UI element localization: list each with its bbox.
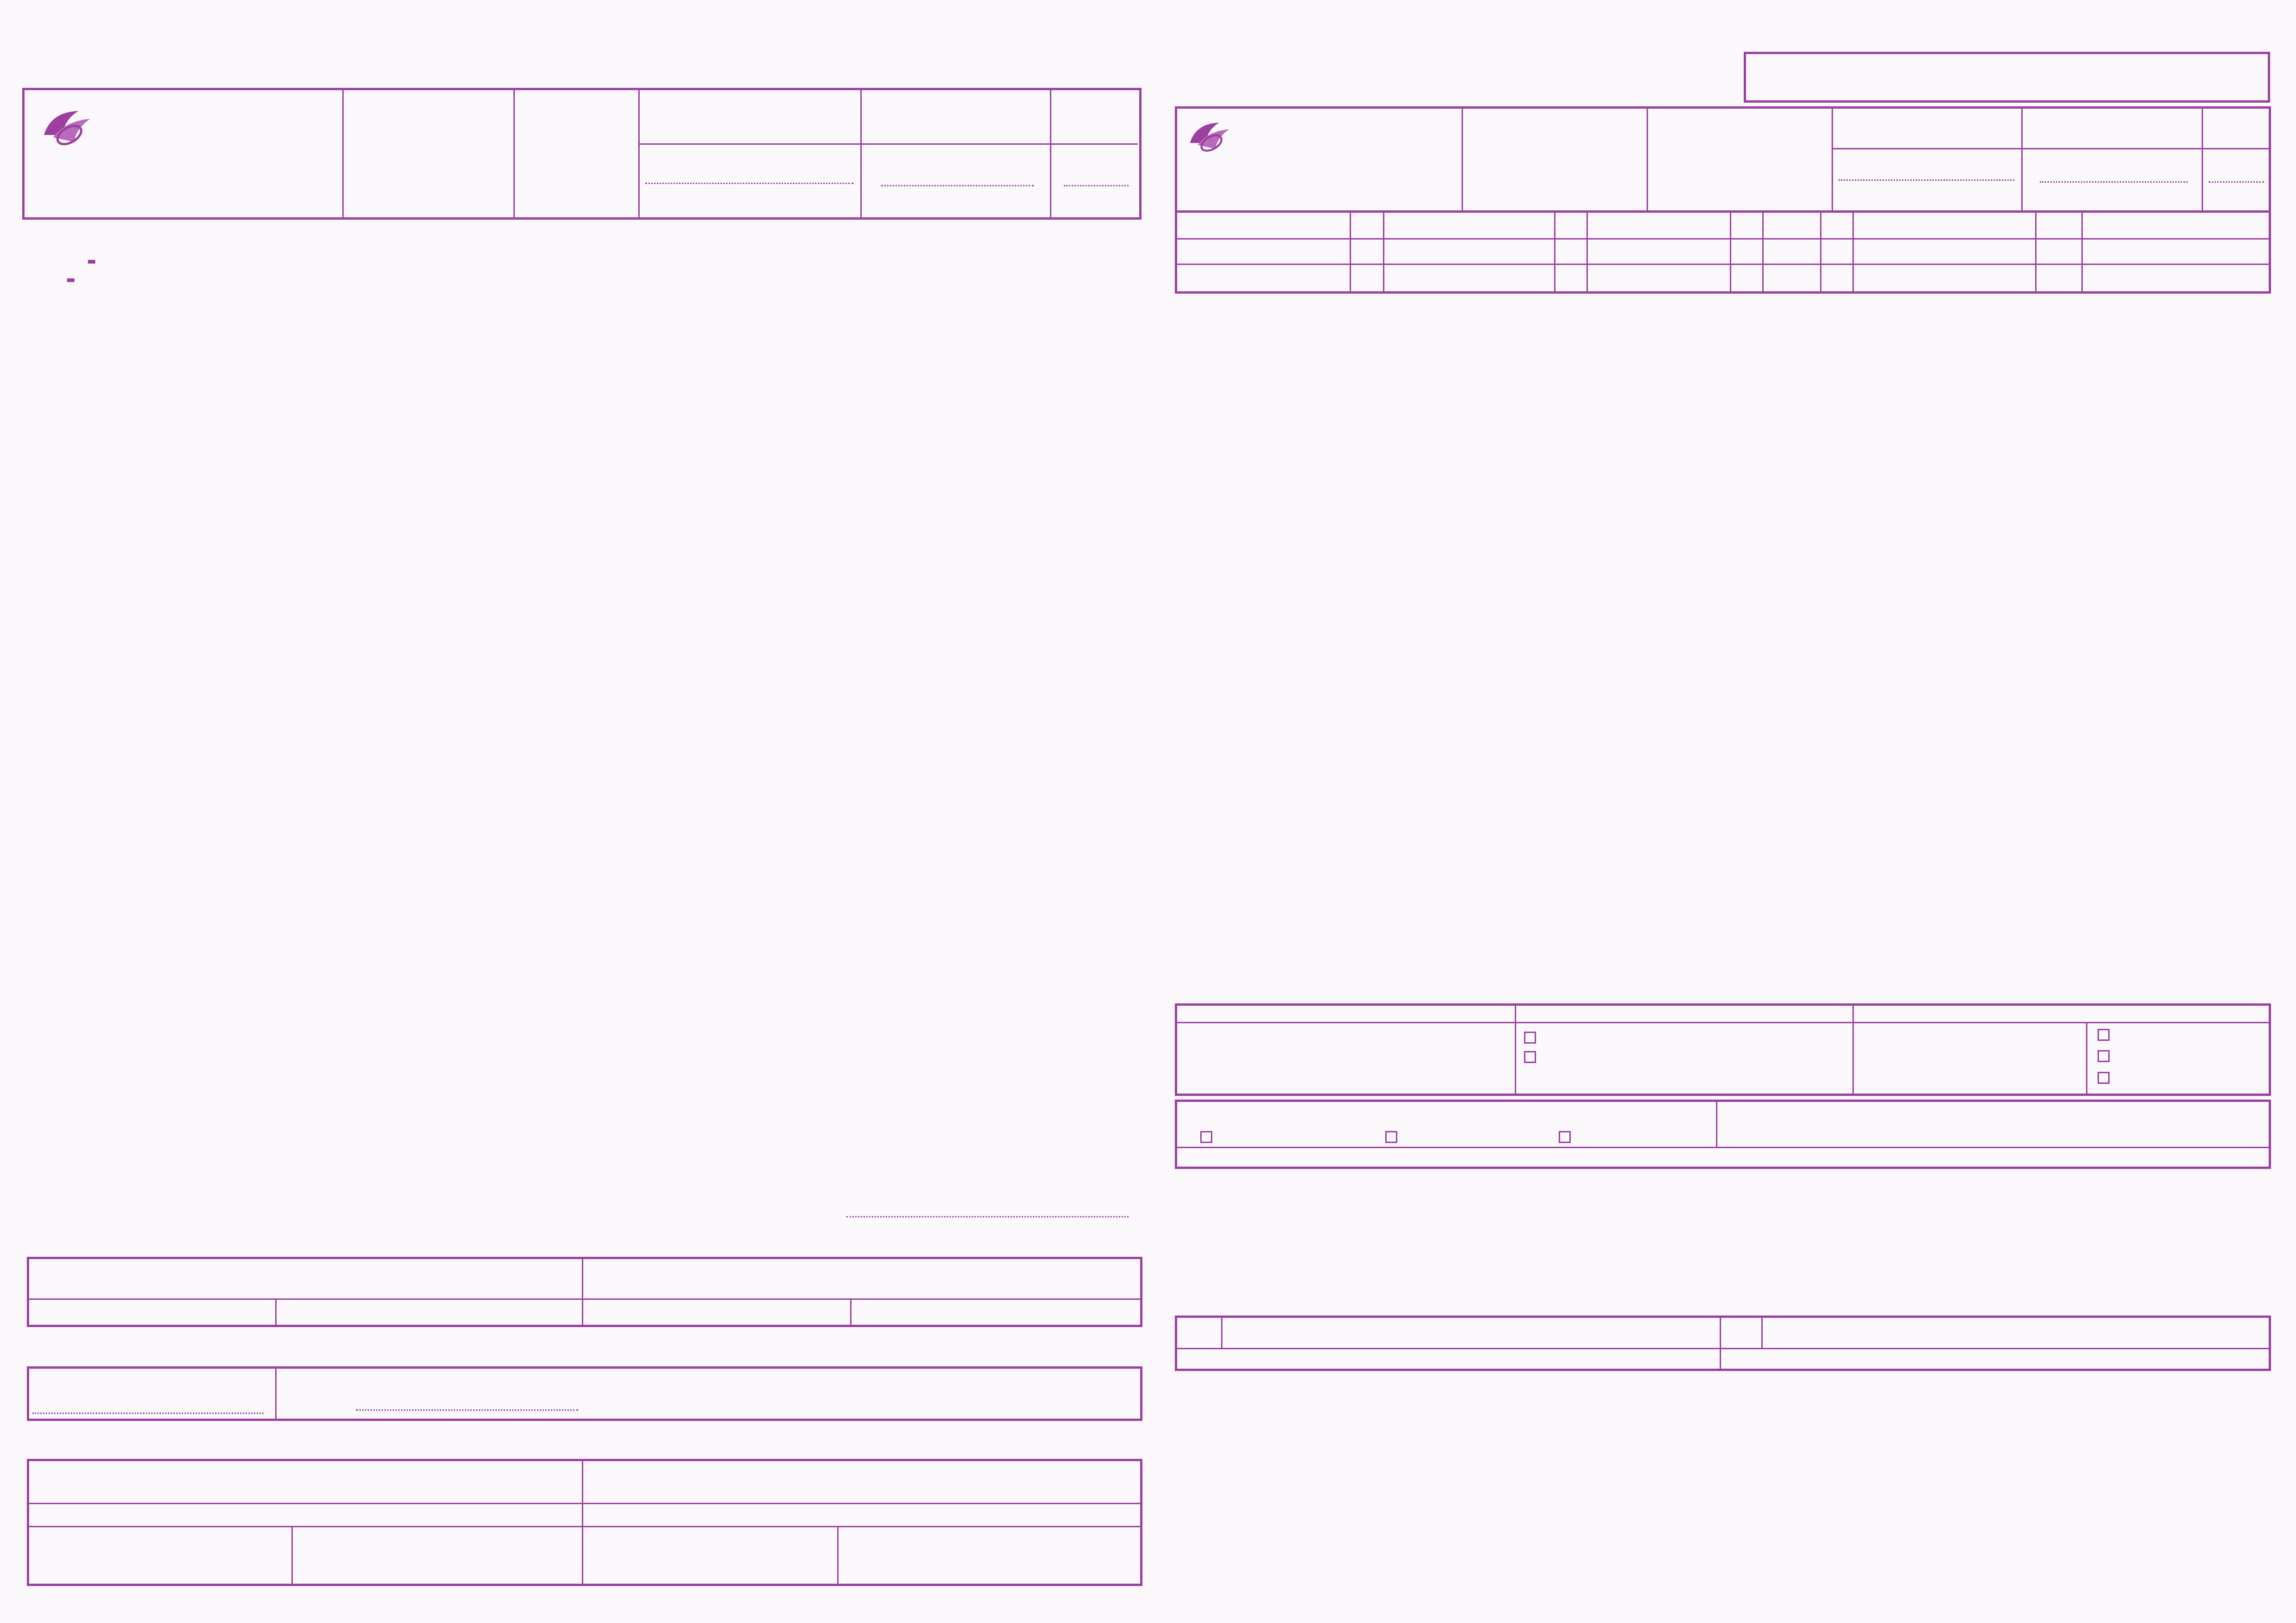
bagarre-minute[interactable] <box>1524 1030 1546 1044</box>
division-field[interactable] <box>881 185 1034 186</box>
right-header-box <box>1175 106 2271 213</box>
incomplet-box <box>1175 1316 2271 1371</box>
ffr-logo-right <box>1184 116 1235 166</box>
poule-field[interactable] <box>1064 185 1129 186</box>
allure-heurte-checkbox[interactable] <box>1385 1131 1397 1143</box>
desordres-apres[interactable] <box>2098 1070 2120 1084</box>
desordres-pendant[interactable] <box>2098 1049 2120 1063</box>
right-club-field[interactable] <box>1839 179 2014 181</box>
allure-heurte[interactable] <box>1385 1128 1407 1144</box>
left-header-box <box>22 88 1142 220</box>
club-field[interactable] <box>645 183 853 184</box>
bagarre-avant[interactable] <box>1524 1050 1546 1063</box>
allure-violent[interactable] <box>1559 1128 1626 1144</box>
allure-violent-checkbox[interactable] <box>1559 1131 1571 1143</box>
allure-normal[interactable] <box>1200 1128 1222 1144</box>
visas-left-box <box>27 1459 1142 1586</box>
right-division-field[interactable] <box>2040 181 2188 183</box>
obligation-line-1 <box>88 260 95 264</box>
desordres-pendant-checkbox[interactable] <box>2098 1050 2110 1062</box>
bench-note-field[interactable] <box>846 1216 1129 1217</box>
bagarre-avant-checkbox[interactable] <box>1524 1051 1536 1063</box>
obligation-line-2 <box>67 278 74 282</box>
ffr-logo <box>37 103 97 163</box>
allure-box <box>1175 1100 2271 1169</box>
bagarre-minute-checkbox[interactable] <box>1524 1032 1536 1044</box>
juges-box <box>27 1257 1142 1327</box>
dirigeant-nom-field[interactable] <box>356 1409 578 1411</box>
officials-box <box>1175 210 2271 294</box>
right-poule-field[interactable] <box>2209 181 2264 183</box>
dirigeant-assoc-field[interactable] <box>32 1413 264 1414</box>
desordres-avant-checkbox[interactable] <box>2098 1029 2110 1041</box>
allure-normal-checkbox[interactable] <box>1200 1131 1212 1143</box>
rencontre-box <box>1744 52 2270 103</box>
desordres-apres-checkbox[interactable] <box>2098 1072 2110 1084</box>
desordres-avant[interactable] <box>2098 1027 2120 1041</box>
